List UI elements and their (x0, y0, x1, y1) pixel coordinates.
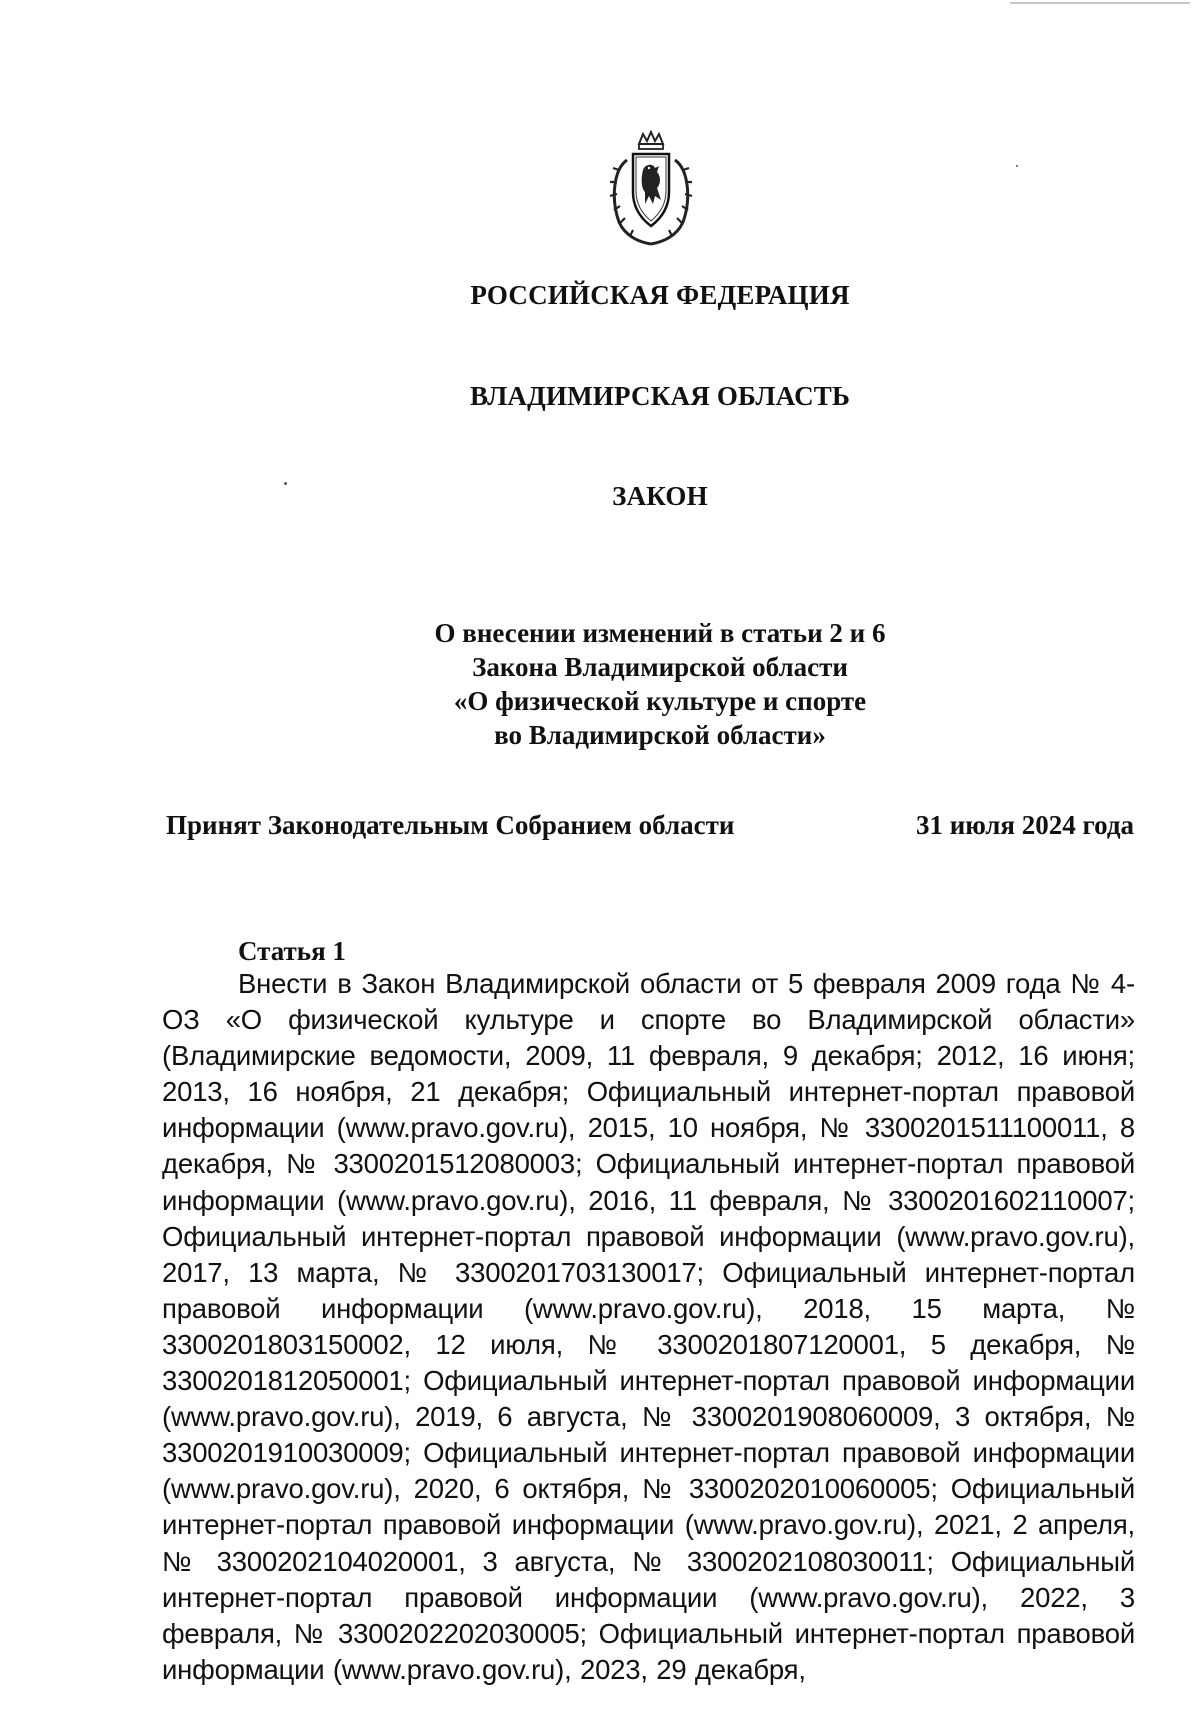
law-title-line: во Владимирской области» (494, 720, 826, 750)
document-type-heading: ЗАКОН (612, 481, 708, 511)
law-title (330, 616, 990, 752)
law-title-line: Закона Владимирской области (472, 652, 848, 682)
law-title-line: О внесении изменений в статьи 2 и 6 (434, 618, 886, 648)
scan-edge-mark (1010, 2, 1190, 4)
adoption-label: Принят Законодательным Собранием области (166, 810, 735, 840)
scan-speck (284, 482, 287, 485)
article-1-text: Внести в Закон Владимирской области от 5 февраля 2009 года № 4-ОЗ «О физической культуре и спорте во Владимирской области» (Владимирские ведомости, 2009, 11 февраля, 9 декабря; 2012, 16 июня; 2013, 16 ноября, 21 декабря; Официальный интернет-портал правовой информации (www.pravo.gov.ru), 2015, 10 ноября, № 3300201511100011, 8 декабря, № 3300201512080003; Официальный интернет-портал правовой информации (www.pravo.gov.ru), 2016, 11 февраля, № 3300201602110007; Официальный интернет-портал правовой информации (www.pravo.gov.ru), 2017, 13 марта, № 3300201703130017; Официальный интернет-портал правовой информации (www.pravo.gov.ru), 2018, 15 марта, № 3300201803150002, 12 июля, № 3300201807120001, 5 декабря, № 3300201812050001; Официальный интернет-портал правовой информации (www.pravo.gov.ru), 2019, 6 августа, № 3300201908060009, 3 октября, № 3300201910030009; Официальный интернет-портал правовой информации (www.pravo.gov.ru), 2020, 6 октября, № 3300202010060005; Официальный интернет-портал правовой информации (www.pravo.gov.ru), 2021, 2 апреля, № 3300202104020001, 3 августа, № 3300202108030011; Официальный интернет-портал правовой информации (www.pravo.gov.ru), 2022, 3 февраля, № 3300202202030005; Официальный интернет-портал правовой информации (www.pravo.gov.ru), 2023, 29 декабря, (162, 968, 1135, 1685)
country-heading: РОССИЙСКАЯ ФЕДЕРАЦИЯ (470, 280, 850, 310)
coat-of-arms-icon (605, 130, 697, 248)
scan-speck (1016, 165, 1018, 167)
law-title-line: «О физической культуре и спорте (453, 686, 867, 716)
article-1-heading: Статья 1 (238, 936, 346, 966)
adoption-date: 31 июля 2024 года (916, 810, 1134, 840)
region-heading: ВЛАДИМИРСКАЯ ОБЛАСТЬ (469, 381, 851, 411)
adoption-line (166, 810, 1134, 841)
